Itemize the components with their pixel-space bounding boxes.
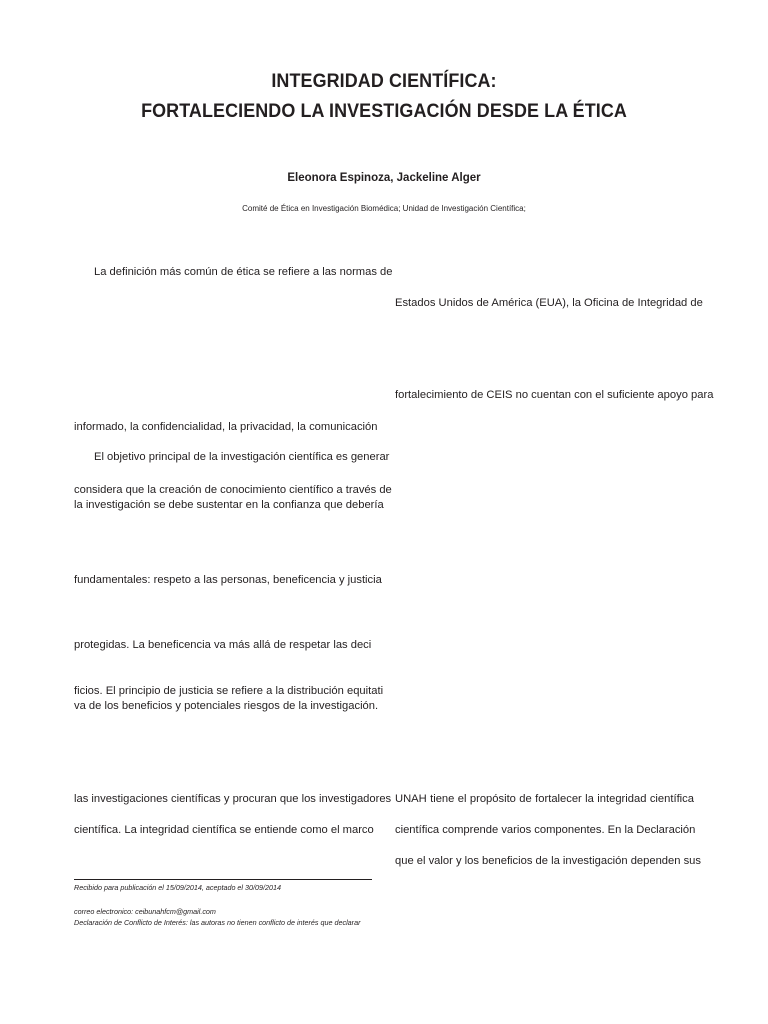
right-col-line: Estados Unidos de América (EUA), la Oficina de Integridad de xyxy=(395,297,703,309)
article-title-line-1: INTEGRIDAD CIENTÍFICA: xyxy=(271,70,497,92)
left-col-line: El objetivo principal de la investigación científica es generar xyxy=(94,451,390,463)
right-col-line: fortalecimiento de CEIS no cuentan con el suficiente apoyo para xyxy=(395,389,714,401)
footnote-rule xyxy=(74,879,372,880)
right-col-line: UNAH tiene el propósito de fortalecer la integridad científica xyxy=(395,793,694,805)
left-col-line: fundamentales: respeto a las personas, beneficencia y justicia xyxy=(74,574,382,586)
footnote-email: correo electronico: ceibunahfcm@gmail.com xyxy=(74,907,216,916)
left-col-line: va de los beneficios y potenciales riesgos de la investigación. xyxy=(74,700,379,712)
left-col-line: considera que la creación de conocimiento científico a través de xyxy=(74,484,392,496)
article-title-line-2: FORTALECIENDO LA INVESTIGACIÓN DESDE LA ÉTICA xyxy=(141,100,627,122)
left-col-line: protegidas. La beneficencia va más allá de respetar las deci xyxy=(74,639,372,651)
left-col-line: ficios. El principio de justicia se refiere a la distribución equitati xyxy=(74,685,384,697)
right-col-line: científica comprende varios componentes. En la Declaración xyxy=(395,824,696,836)
left-col-line: científica. La integridad científica se entiende como el marco xyxy=(74,824,374,836)
affiliation: Comité de Ética en Investigación Biomédica; Unidad de Investigación Científica; xyxy=(242,204,526,213)
right-col-line: que el valor y los beneficios de la investigación dependen sus xyxy=(395,855,701,867)
left-col-line: las investigaciones científicas y procuran que los investigadores xyxy=(74,793,392,805)
left-col-line: La definición más común de ética se refiere a las normas de xyxy=(94,266,393,278)
footnote-received: Recibido para publicación el 15/09/2014, aceptado el 30/09/2014 xyxy=(74,883,281,892)
left-col-line: la investigación se debe sustentar en la confianza que debería xyxy=(74,499,384,511)
left-col-line: informado, la confidencialidad, la privacidad, la comunicación xyxy=(74,421,378,433)
authors: Eleonora Espinoza, Jackeline Alger xyxy=(287,172,481,184)
footnote-conflict: Declaración de Conflicto de Interés: las autoras no tienen conflicto de interés que declarar xyxy=(74,918,361,927)
